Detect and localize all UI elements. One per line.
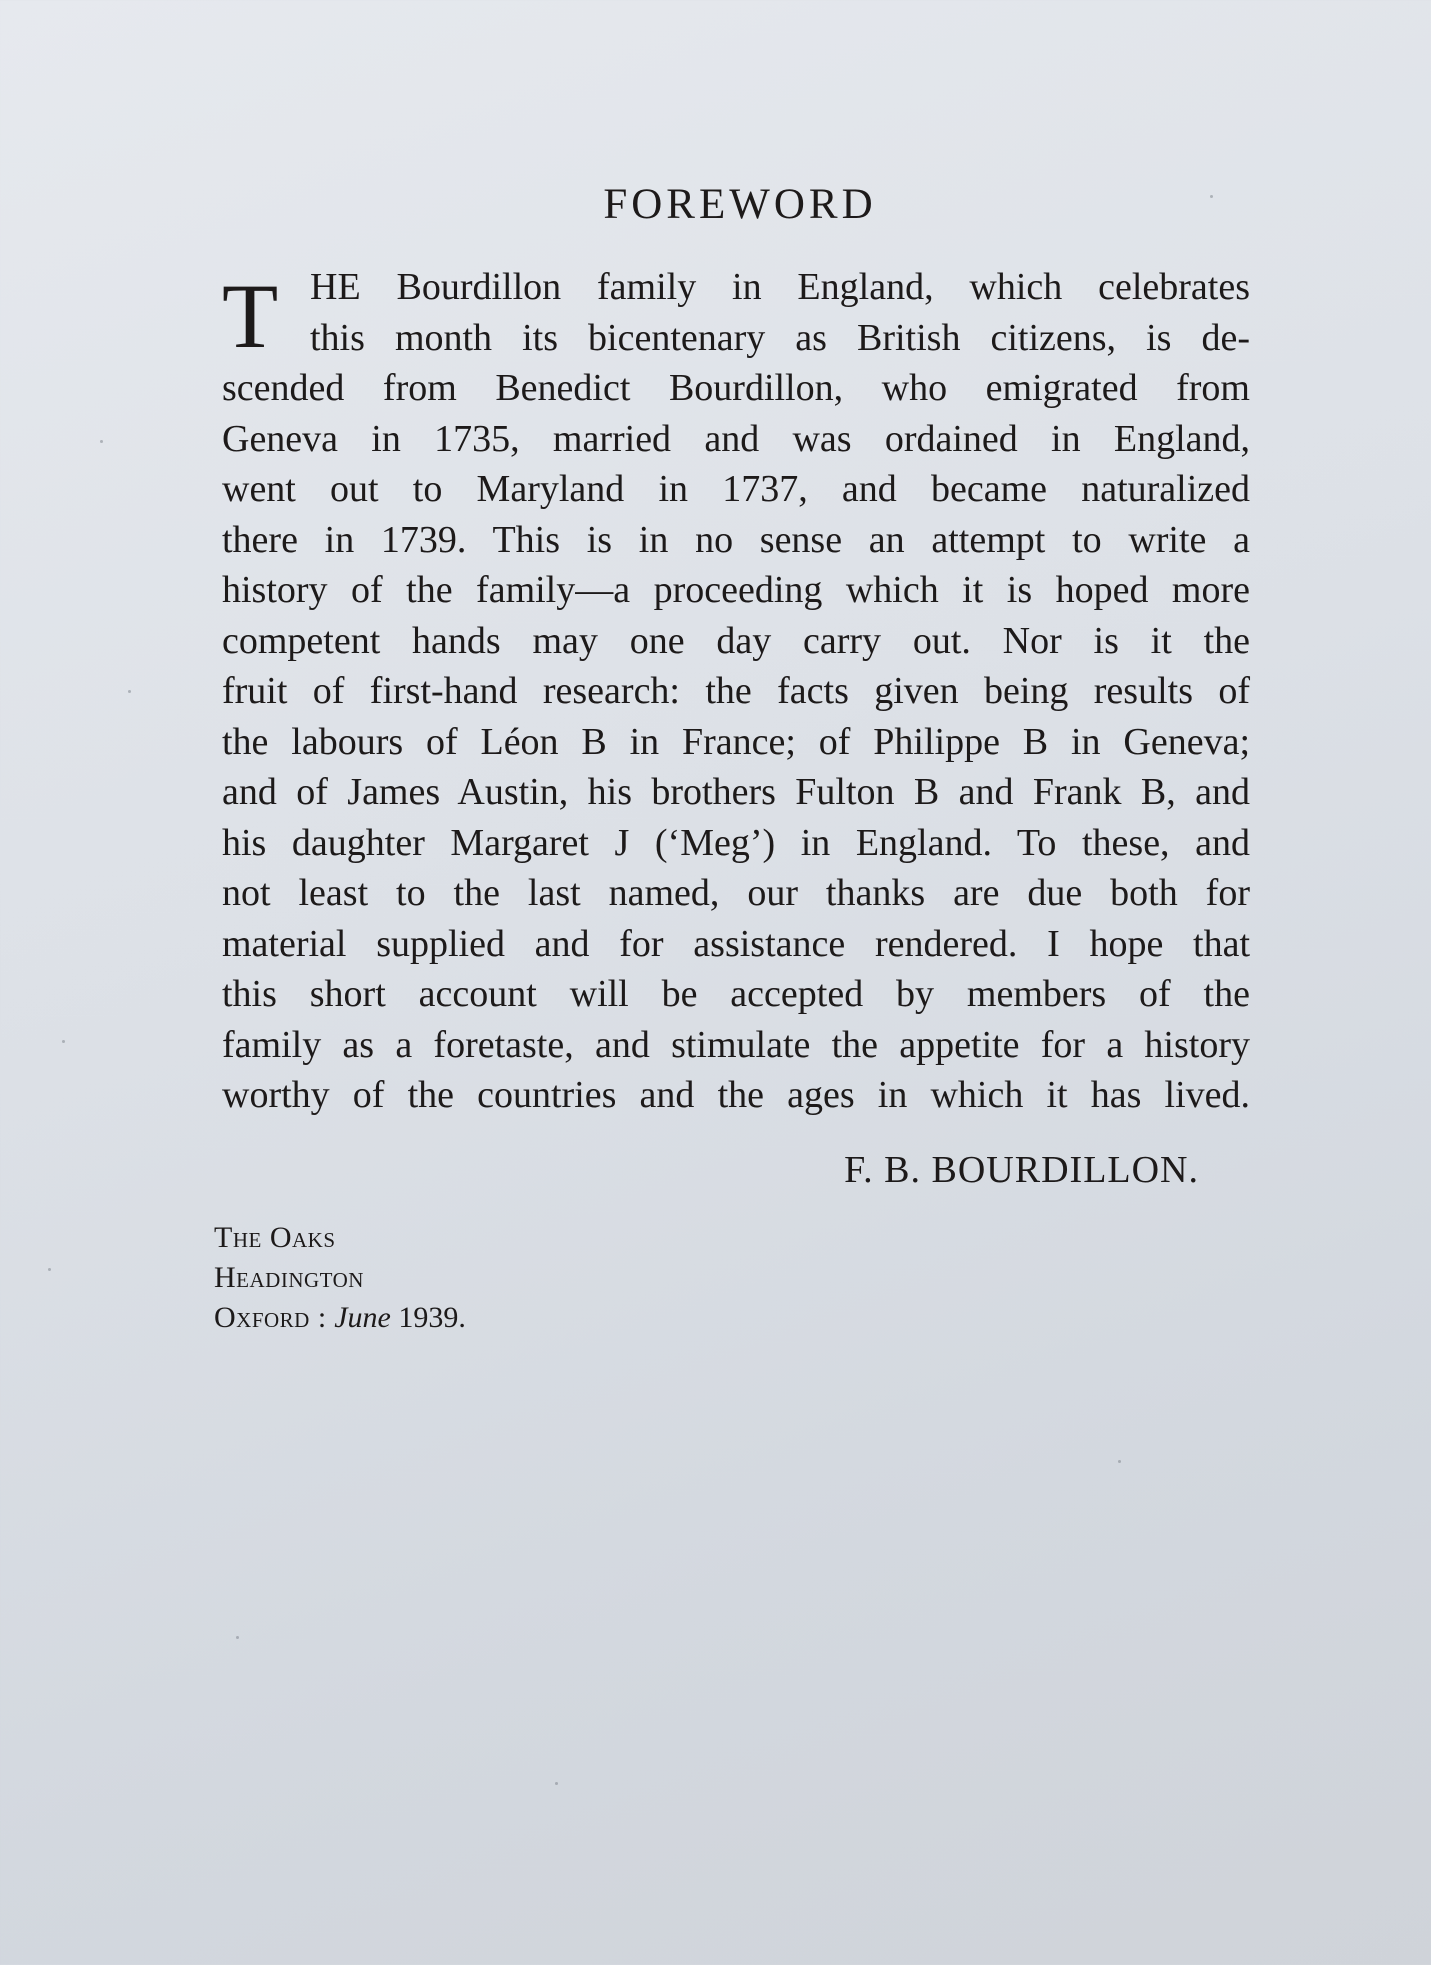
body-line-12: his daughter Margaret J (‘Meg’) in England. To these, and (222, 821, 1250, 864)
address-line-2: Headington (214, 1261, 364, 1294)
address-line-3 (214, 1298, 466, 1338)
body-line-7: history of the family—a proceeding which it is hoped more (222, 569, 1250, 611)
signature: F. B. BOURDILLON. (844, 1149, 1199, 1191)
page-title: FOREWORD (603, 181, 877, 228)
paper-speck (128, 690, 131, 693)
body-line-17: worthy of the countries and the ages in which it has lived. (222, 1074, 1250, 1116)
address-line-1: The Oaks (214, 1221, 336, 1254)
paper-speck (1118, 1460, 1121, 1463)
body-line-14: material supplied and for assistance rendered. I hope that (222, 922, 1250, 965)
body-line-9: fruit of first-hand research: the facts given being results of (222, 670, 1250, 712)
body-line-2: this month its bicentenary as British citizens, is de- (310, 316, 1250, 359)
body-line-16: family as a foretaste, and stimulate the appetite for a history (222, 1023, 1250, 1066)
body-line-10: the labours of Léon B in France; of Philippe B in Geneva; (222, 720, 1250, 763)
body-line-5: went out to Maryland in 1737, and became naturalized (222, 468, 1250, 510)
body-line-15: this short account will be accepted by members of the (222, 973, 1250, 1015)
address-block (214, 1218, 466, 1338)
body-line-6: there in 1739. This is in no sense an attempt to write a (222, 518, 1250, 561)
body-line-1: HE Bourdillon family in England, which celebrates (310, 266, 1250, 308)
body-line-3: scended from Benedict Bourdillon, who emigrated from (222, 367, 1250, 409)
body-line-8: competent hands may one day carry out. Nor is it the (222, 619, 1250, 662)
body-line-11: and of James Austin, his brothers Fulton B and Frank B, and (222, 771, 1250, 813)
paper-speck (555, 1782, 558, 1785)
drop-cap: T (222, 265, 279, 367)
address-year: 1939. (398, 1301, 466, 1334)
paper-speck (62, 1040, 65, 1043)
foreword-body (222, 262, 1250, 1121)
paper-speck (236, 1636, 239, 1639)
address-month: June (334, 1301, 391, 1334)
address-place: Oxford : (214, 1301, 327, 1334)
paper-speck (100, 440, 103, 443)
body-line-4: Geneva in 1735, married and was ordained in England, (222, 417, 1250, 460)
body-line-13: not least to the last named, our thanks are due both for (222, 872, 1250, 914)
paper-speck (48, 1268, 51, 1271)
paper-speck (1210, 195, 1213, 198)
